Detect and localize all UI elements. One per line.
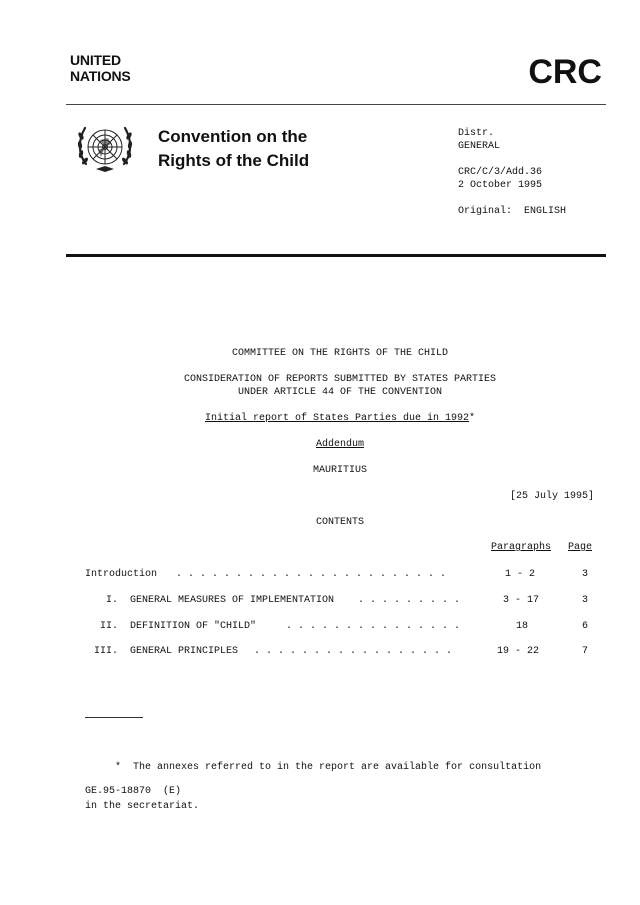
toc-number: III. [94,646,119,657]
toc-dots: . . . . . . . . . . . . . . . . . . . . . . . [176,569,447,580]
toc-paragraphs: 1 - 2 [505,569,536,580]
toc-page: 3 [582,595,589,606]
title-line-1: Convention on the [158,127,308,146]
toc-label: GENERAL PRINCIPLES [130,646,239,657]
consideration-line-1: CONSIDERATION OF REPORTS SUBMITTED BY STATES PARTIES [183,374,497,385]
country-heading: MAURITIUS [312,465,367,476]
convention-title [158,125,309,173]
org-line-1: UNITED [70,52,121,68]
toc-row [0,620,640,633]
toc-col-paragraphs: Paragraphs [491,542,552,553]
contents-heading: CONTENTS [315,517,364,528]
document-symbol: CRC/C/3/Add.36 [458,167,543,178]
distribution-block [458,127,566,218]
toc-dots: . . . . . . . . . [358,595,461,606]
toc-paragraphs: 19 - 22 [497,646,540,657]
toc-dots: . . . . . . . . . . . . . . . [286,621,461,632]
document-series-symbol: CRC [528,53,602,91]
toc-number: I. [106,595,119,606]
header-divider [66,104,606,105]
toc-number: II. [100,621,119,632]
consideration-line-2: UNDER ARTICLE 44 OF THE CONVENTION [237,387,443,398]
toc-page: 6 [582,621,589,632]
distr-value: GENERAL [458,141,501,152]
toc-label: Introduction [85,569,158,580]
toc-row [0,594,640,607]
title-line-2: Rights of the Child [158,151,310,170]
toc-header [0,542,640,555]
organization-name [70,52,131,84]
toc-row [0,645,640,658]
job-number: GE.95-18870 (E) [85,786,182,797]
toc-row [0,568,640,581]
document-date: 2 October 1995 [458,180,543,191]
header-thick-divider [66,254,606,257]
initial-report-heading [0,412,640,425]
toc-paragraphs: 3 - 17 [503,595,540,606]
toc-label: GENERAL MEASURES OF IMPLEMENTATION [130,595,335,606]
report-date: [25 July 1995] [509,491,594,502]
toc-label: DEFINITION OF "CHILD" [130,621,257,632]
footnote [85,735,541,826]
footnote-mark: * [469,413,476,424]
footnote-divider [85,717,143,718]
distr-label: Distr. [458,128,495,139]
addendum-heading [0,438,640,451]
initial-report-text: Initial report of States Parties due in 1992 [204,413,470,424]
toc-col-page: Page [568,542,593,553]
committee-heading: COMMITTEE ON THE RIGHTS OF THE CHILD [231,348,449,359]
toc-dots: . . . . . . . . . . . . . . . . . [254,646,453,657]
addendum-text: Addendum [315,439,364,450]
footnote-line-2: in the secretariat. [85,801,200,812]
toc-page: 7 [582,646,589,657]
un-emblem-icon [74,120,136,182]
footnote-line-1: * The annexes referred to in the report are available for consultation [85,762,542,773]
toc-paragraphs: 18 [516,621,529,632]
toc-page: 3 [582,569,589,580]
org-line-2: NATIONS [70,68,131,84]
original-language: Original: ENGLISH [458,206,567,217]
